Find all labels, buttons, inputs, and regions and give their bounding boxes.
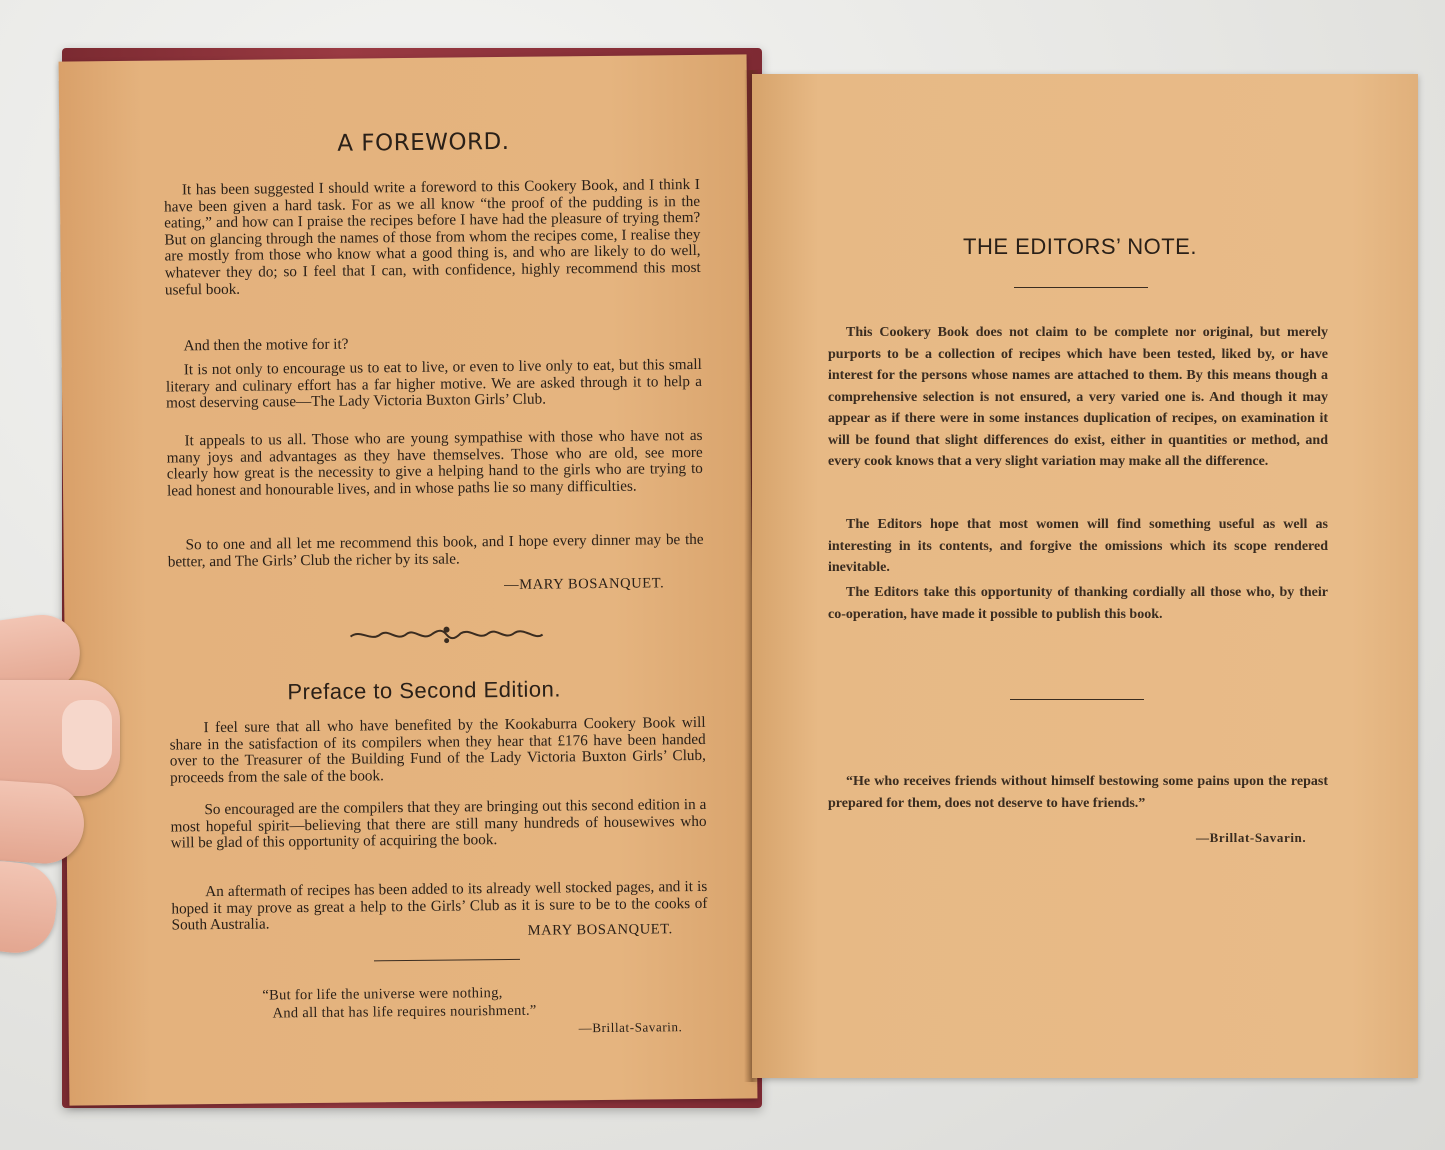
left-divider-rule xyxy=(374,959,520,962)
thumb-nail xyxy=(62,700,112,770)
preface-paragraph-3: An aftermath of recipes has been added to its already well stocked pages, and it is hoped it may prove as great a help to the Girls’ Club as it is sure to be to the cooks of South Australia. xyxy=(171,877,708,934)
left-quote-line-2: And all that has life requires nourishment.” xyxy=(272,1002,537,1022)
foreword-signature: —MARY BOSANQUET. xyxy=(503,575,665,593)
foreword-paragraph-4: It appeals to us all. Those who are young sympathise with those who have not as many joys and advantages as they have themselves. Those who are old, see more clearly how great is the necessity to give a helping hand to the girls who are trying to lead honest and honourable lives, and in whose paths lie so many difficulties. xyxy=(166,426,703,500)
right-quote-attribution: —Brillat-Savarin. xyxy=(1196,830,1307,845)
finger-thumb xyxy=(0,680,120,796)
preface-signature: MARY BOSANQUET. xyxy=(527,921,673,939)
left-page xyxy=(59,54,758,1105)
finger-ring xyxy=(0,857,60,957)
right-quote: “He who receives friends without himself bestowing some pains upon the repast prepared for them, does not deserve to have friends.” xyxy=(828,774,1328,811)
right-title-rule xyxy=(1014,287,1148,288)
left-quote-attribution: —Brillat-Savarin. xyxy=(578,1019,683,1036)
ornament-divider xyxy=(348,623,544,647)
editors-paragraph-3: The Editors take this opportunity of thanking cordially all those who, by their co-operation, have made it possible to publish this book. xyxy=(828,585,1328,622)
left-quote-line-1: “But for life the universe were nothing, xyxy=(262,985,503,1004)
foreword-paragraph-2: And then the motive for it? xyxy=(183,335,349,355)
preface-paragraph-1: I feel sure that all who have benefited by the Kookaburra Cookery Book will share in the satisfaction of its compilers when they hear that £176 have been handed over to the Treasurer of the Building Fund of the Lady Victoria Buxton Girls’ Club, proceeds from the sale of the book. xyxy=(169,713,706,787)
foreword-title: A FOREWORD. xyxy=(337,128,510,157)
right-page xyxy=(752,74,1418,1078)
right-middle-rule xyxy=(1010,699,1144,700)
foreword-paragraph-5: So to one and all let me recommend this book, and I hope every dinner may be the better, and The Girls’ Club the richer by its sale. xyxy=(167,530,704,571)
foreword-paragraph-1: It has been suggested I should write a foreword to this Cookery Book, and I think I have been given a hard task. For as we all know “the proof of the pudding is in the eating,” and how can I praise the recipes before I have had the pleasure of trying them? But on glancing through the names of those from whom the recipes come, I realise they are mostly from those who know what a good thing is, and who are likely to do well, whatever they do; so I feel that I can, with confidence, highly recommend this most useful book. xyxy=(163,175,701,299)
editors-paragraph-1: This Cookery Book does not claim to be complete nor original, but merely purports to be a collection of recipes which have been tested, liked by, or have interest for the persons whose names are attached to them. By this means though a comprehensive selection is not ensured, a very varied one is. And though it may appear as if there were in some instances duplication of recipes, on examination it will be found that slight differences do exist, either in quantities or method, and every cook knows that a very slight variation may make all the difference. xyxy=(828,325,1328,469)
editors-paragraph-2: The Editors hope that most women will find something useful as well as interesting in its contents, and forgive the omissions which its scope rendered inevitable. xyxy=(828,517,1328,575)
preface-title: Preface to Second Edition. xyxy=(287,676,562,705)
foreword-paragraph-3: It is not only to encourage us to eat to live, or even to live only to eat, but this small literary and culinary effort has a far higher motive. We are asked through it to help a most deserving cause—The Lady Victoria Buxton Girls’ Club. xyxy=(165,355,703,412)
preface-paragraph-2: So encouraged are the compilers that they are bringing out this second edition in a most hopeful spirit—believing that there are still many hundreds of housewives who will be glad of this opportunity of acquiring the book. xyxy=(170,795,707,852)
editors-note-title: THE EDITORS’ NOTE. xyxy=(963,234,1197,259)
